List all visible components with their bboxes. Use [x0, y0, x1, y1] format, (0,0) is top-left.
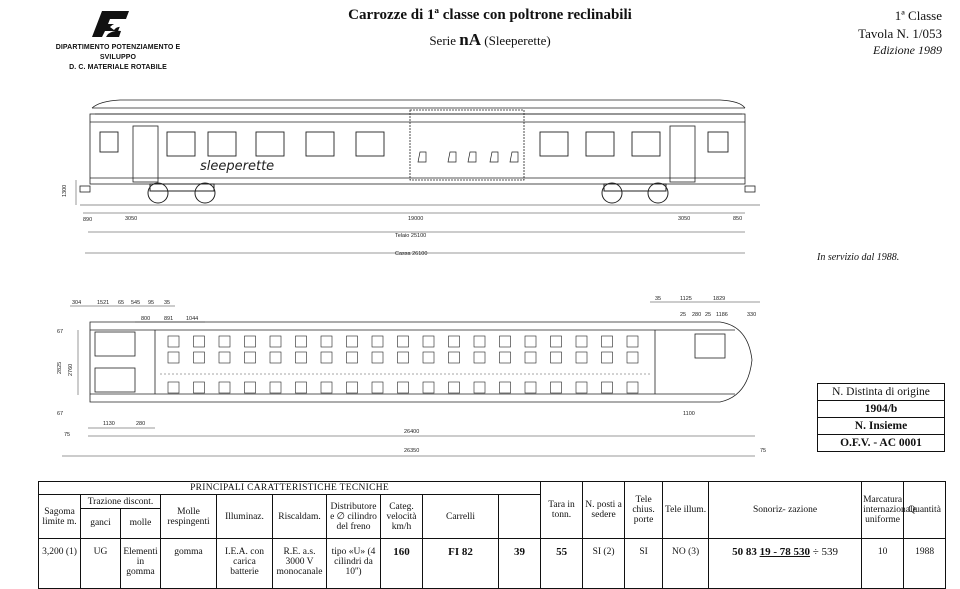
dim-plan-2: 65 [118, 300, 125, 306]
h-tara: Tara in tonn. [541, 482, 583, 539]
plan-seat [500, 352, 511, 363]
dim-end-left: 890 [83, 217, 93, 223]
plan-seat [602, 382, 613, 393]
plan-seats [168, 336, 638, 393]
dim-end-right: 850 [733, 216, 743, 222]
dim-plan-7: 891 [164, 316, 174, 322]
dim-plan-r3: 25 [680, 312, 687, 318]
dim-plan-0: 304 [72, 300, 82, 306]
dim-plan-r5: 25 [705, 312, 712, 318]
distinta-row-1: 1904/b [818, 401, 945, 418]
h-ganci: ganci [81, 509, 121, 538]
plan-seat [347, 382, 358, 393]
dim-bottom-3: 26400 [404, 429, 420, 435]
dim-plan-4: 95 [148, 300, 155, 306]
classe-label: 1ª Classe [894, 8, 942, 23]
h-molle: molle [129, 518, 152, 528]
plan-seat [398, 352, 409, 363]
serie-name: (Sleeperette) [484, 33, 551, 48]
h-posti: N. posti a sedere [583, 482, 625, 539]
plan-seat [296, 336, 307, 347]
plan-seat [500, 382, 511, 393]
plan-seat [270, 382, 281, 393]
plan-seat [219, 352, 230, 363]
h-trazione-sub [81, 509, 160, 538]
dim-bottom-1: 280 [136, 421, 146, 427]
plan-seat [194, 352, 205, 363]
plan-seat [423, 352, 434, 363]
distinta-row-2: N. Insieme [818, 418, 945, 435]
v-marc-b: 19 - 78 530 [759, 546, 810, 558]
plan-seat [168, 382, 179, 393]
plan-seat [194, 336, 205, 347]
livery-text: sleeperette [200, 159, 275, 174]
v-sonoriz: NO (3) [663, 539, 709, 589]
v-quantita: 10 [862, 539, 904, 589]
dim-centres: 19000 [408, 216, 424, 222]
plan-seat [576, 336, 587, 347]
h-quantita: Quantità [904, 482, 946, 539]
spec-table [38, 481, 946, 589]
v-marc-a: 50 83 [732, 546, 757, 558]
plan-seat [525, 352, 536, 363]
plan-seat [398, 382, 409, 393]
dim-plan-r6: 1186 [716, 312, 728, 318]
plan-seat [525, 336, 536, 347]
v-anno: 1988 [904, 539, 946, 589]
v-tele-illum: SI [625, 539, 663, 589]
plan-seat [372, 352, 383, 363]
h-trazione [81, 495, 161, 539]
serie-label: Serie [429, 33, 457, 48]
plan-seat [551, 382, 562, 393]
dim-plan-3: 545 [131, 300, 141, 306]
v-carrelli: FI 82 [423, 539, 499, 589]
dim-height: 1300 [62, 184, 68, 197]
plan-seat [551, 352, 562, 363]
v-molle-resp: gomma [161, 539, 217, 589]
plan-seat [296, 382, 307, 393]
plan-seat [270, 336, 281, 347]
plan-seat [245, 382, 256, 393]
plan-seat [474, 336, 485, 347]
plan-dimension-labels [57, 296, 766, 454]
plan-seat [321, 336, 332, 347]
plan-seat [423, 382, 434, 393]
plan-seat [576, 352, 587, 363]
dim-telaio: Telaio 25100 [395, 233, 427, 239]
plan-seat [449, 352, 460, 363]
side-dimension-labels [62, 185, 742, 257]
plan-seat [627, 336, 638, 347]
v-marc-c: ÷ 539 [812, 546, 839, 558]
plan-seat [245, 336, 256, 347]
plan-seat [219, 336, 230, 347]
h-molle-resp: Molle respingenti [161, 495, 217, 539]
h-riscaldam: Riscaldam. [273, 495, 327, 539]
page-title: Carrozze di 1ª classe con poltrone reclinabili [348, 7, 632, 23]
tavola-label: Tavola N. 1/053 [858, 26, 942, 41]
plan-seat [627, 352, 638, 363]
h-marcatura: Marcatura internazionale uniforme [862, 482, 904, 539]
dim-plan-5: 35 [164, 300, 171, 306]
plan-seat [347, 336, 358, 347]
distinta-row-3: O.F.V. - AC 0001 [818, 435, 945, 452]
plan-seat [576, 382, 587, 393]
dim-bottom-0: 1130 [103, 421, 115, 427]
plan-seat [602, 352, 613, 363]
dim-plan-r0: 35 [655, 296, 662, 302]
plan-seat [500, 336, 511, 347]
v-tara: 39 [499, 539, 541, 589]
dim-side-2: 2760 [68, 363, 74, 376]
v-posti: 55 [541, 539, 583, 589]
dim-plan-r4: 280 [692, 312, 702, 318]
dim-bottom-5: 26350 [404, 448, 420, 454]
distinta-row-0: N. Distinta di origine [818, 384, 945, 401]
v-ganci: UG [81, 539, 121, 589]
dim-side-0: 67 [57, 329, 64, 335]
dim-plan-r7: 330 [747, 312, 757, 318]
plan-seat [449, 336, 460, 347]
seat-row-top [168, 336, 638, 393]
h-sonoriz: Sonoriz- zazione [709, 482, 862, 539]
plan-seat [321, 352, 332, 363]
h-trazione-label: Trazione discont. [81, 495, 160, 509]
h-carrelli: Carrelli [423, 495, 499, 539]
h-categ: Categ. velocità km/h [381, 495, 423, 539]
plan-seat [270, 352, 281, 363]
dim-plan-r2: 1829 [713, 296, 726, 302]
dim-side-3: 67 [57, 411, 64, 417]
plan-seat [245, 352, 256, 363]
v-illuminaz: I.E.A. con carica batterie [217, 539, 273, 589]
plan-seat [372, 336, 383, 347]
in-servizio-note: In servizio dal 1988. [817, 252, 900, 263]
v-categ: 160 [381, 539, 423, 589]
dim-bogie-right: 3050 [678, 216, 691, 222]
dim-side-1: 2825 [57, 361, 63, 374]
plan-seat [398, 336, 409, 347]
h-sagoma: Sagoma limite m. [39, 495, 81, 539]
h-tele-illum: Tele illum. [663, 482, 709, 539]
plan-seat [168, 336, 179, 347]
h-distributore: Distributore e ∅ cilindro del freno [327, 495, 381, 539]
plan-seat [168, 352, 179, 363]
distinta-table [817, 383, 945, 452]
dim-bottom-4: 75 [64, 432, 71, 438]
dim-plan-8: 1044 [186, 316, 199, 322]
spec-title: PRINCIPALI CARATTERISTICHE TECNICHE [39, 482, 541, 495]
v-molle: Elementi in gomma [121, 539, 161, 589]
dim-cassa: Cassa 26100 [395, 251, 428, 257]
v-tele-chius: SI (2) [583, 539, 625, 589]
dim-bogie-left: 3050 [125, 216, 138, 222]
plan-seat [627, 382, 638, 393]
plan-seat [551, 336, 562, 347]
plan-seat [525, 382, 536, 393]
v-riscaldam: R.E. a.s. 3000 V monocanale [273, 539, 327, 589]
h-tele-chius: Tele chius. porte [625, 482, 663, 539]
plan-seat [449, 382, 460, 393]
plan-seat [602, 336, 613, 347]
plan-seat [474, 352, 485, 363]
dim-plan-r1: 1125 [680, 296, 692, 302]
plan-seat [321, 382, 332, 393]
edizione-label: Edizione 1989 [873, 43, 942, 57]
dim-plan-6: 800 [141, 316, 151, 322]
dim-bottom-2: 1100 [683, 411, 695, 417]
side-elevation [80, 100, 760, 205]
plan-seat [347, 352, 358, 363]
department-line2: D. C. MATERIALE ROTABILE [69, 64, 167, 71]
v-distributore: tipo «U» (4 cilindri da 10'') [327, 539, 381, 589]
plan-seat [372, 382, 383, 393]
plan-seat [474, 382, 485, 393]
v-sagoma: 3,200 (1) [39, 539, 81, 589]
plan-seat [423, 336, 434, 347]
h-illuminaz: Illuminaz. [217, 495, 273, 539]
serie-code: nA [459, 30, 482, 49]
plan-seat [194, 382, 205, 393]
dim-plan-1: 1521 [97, 300, 110, 306]
plan-seat [219, 382, 230, 393]
plan-seat [296, 352, 307, 363]
plan-view [90, 322, 752, 402]
dim-bottom-6: 75 [760, 448, 767, 454]
v-marcatura [709, 539, 862, 589]
department-line1: DIPARTIMENTO POTENZIAMENTO E SVILUPPO [55, 44, 181, 61]
